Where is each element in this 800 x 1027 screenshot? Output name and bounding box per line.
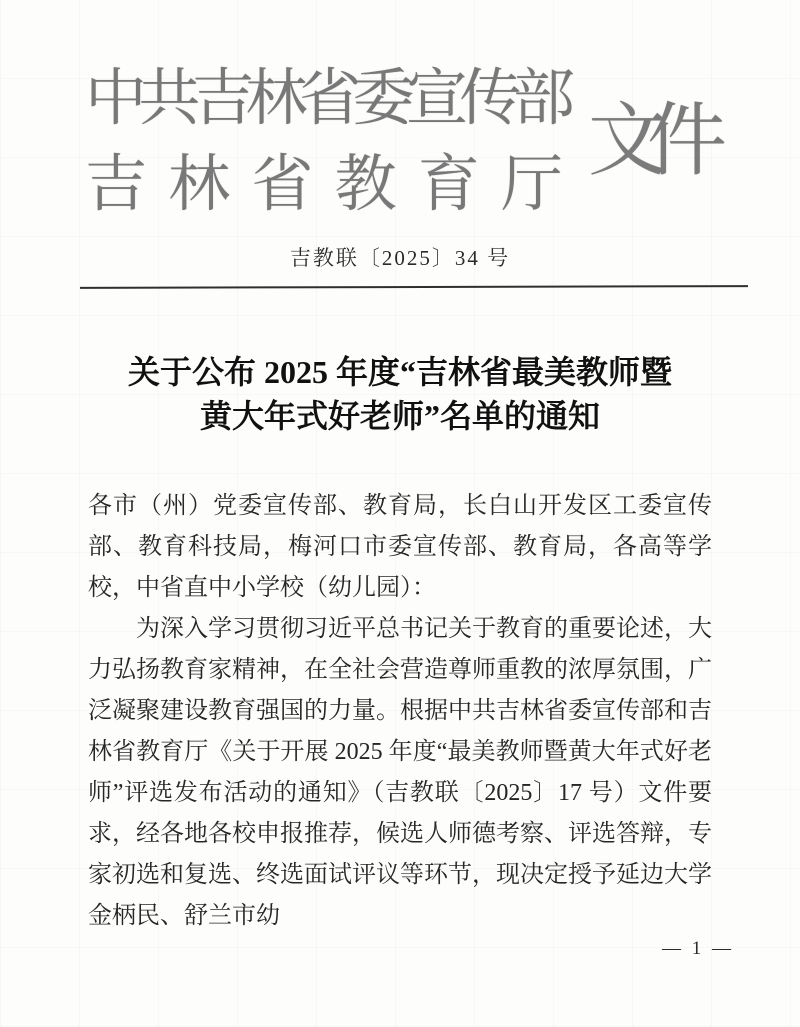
- addressee-paragraph: 各市（州）党委宣传部、教育局，长白山开发区工委宣传部、教育科技局，梅河口市委宣传部、教育局，各高等学校，中省直中小学校（幼儿园）：: [88, 493, 712, 601]
- letterhead-org-line-2: 吉 林 省 教 育 厅: [85, 151, 563, 219]
- document-title-line-1: 关于公布 2025 年度“吉林省最美教师暨: [127, 354, 672, 390]
- letterhead-divider: [80, 285, 748, 289]
- document-title: [0, 350, 800, 438]
- document-title-line-2: 黄大年式好老师”名单的通知: [199, 398, 600, 434]
- document-body: [88, 486, 712, 937]
- letterhead-document-label: 文件: [588, 98, 706, 186]
- body-paragraph: 为深入学习贯彻习近平总书记关于教育的重要论述，大力弘扬教育家精神，在全社会营造尊师重教的浓厚氛围，广泛凝聚建设教育强国的力量。根据中共吉林省委宣传部和吉林省教育厅《关于开展 2025 年度“最美教师暨黄大年式好老师”评选发布活动的通知》（吉教联〔2025〕17 号）文件要求，经各地各校申报推荐，候选人师德考察、评选答辩，专家初选和复选、终选面试评议等环节，现决定授予延边大学金柄民、舒兰市幼: [88, 616, 712, 929]
- document-number: 吉教联〔2025〕34 号: [289, 246, 511, 270]
- letterhead-org-line-1: 中共吉林省委宣传部: [85, 65, 567, 133]
- page-number: — 1 —: [662, 938, 734, 959]
- letterhead: [0, 0, 800, 230]
